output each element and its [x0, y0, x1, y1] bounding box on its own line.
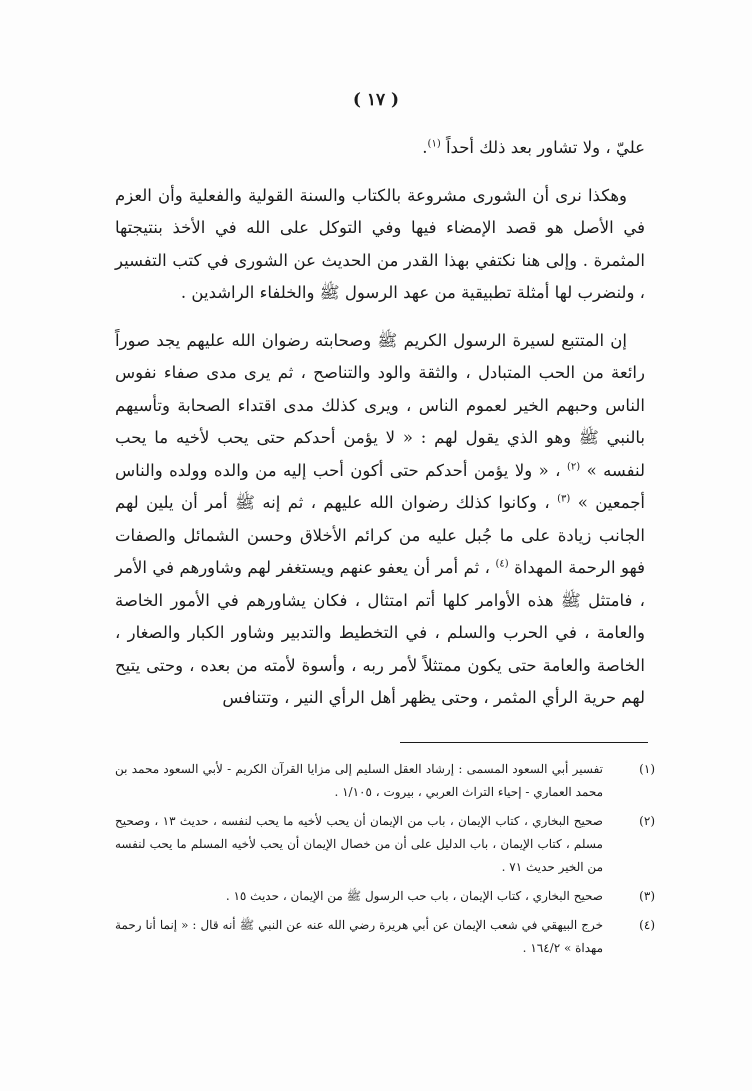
footnote-number: (١): [639, 762, 655, 776]
body-text: [115, 132, 645, 715]
sentence-end: .: [422, 138, 428, 157]
paragraph-text: ، « ولا يؤمن أحدكم حتى أكون أحب إليه من والده وولده والناس أجمعين »: [115, 460, 646, 512]
footnote-ref-1: (١): [427, 138, 441, 150]
footnote-ref-3: (٣): [557, 493, 571, 505]
footnote-ref-4: (٤): [495, 558, 509, 570]
footnote-4: [115, 914, 655, 960]
footnote-2: [115, 810, 655, 879]
footnote-3: [115, 885, 655, 908]
paragraph-1: [115, 132, 645, 165]
footnote-text: تفسير أبي السعود المسمى : إرشاد العقل السليم إلى مزايا القرآن الكريم - لأبي السعود محمد بن محمد العماري - إحياء التراث العربي ، بيروت ، ١/١٠٥ .: [115, 762, 603, 799]
paragraph-text: ، ثم أمر أن يعفو عنهم ويستغفر لهم وشاورهم في الأمر ، فامتثل ﷺ هذه الأوامر كلها أتم امتثال ، فكان يشاورهم في الأمور الخاصة والعامة ، في الحرب والسلم ، في التخطيط والتدبير وشاور الكبار والصغار ، الخاصة والعامة حتى يكون ممتثلاً لأمر ربه ، وأسوة لأمته من بعده ، وحتى يتيح لهم حرية الرأي المثمر ، وحتى يظهر أهل الرأي النير ، وتتنافس: [115, 558, 645, 707]
footnote-number: (٤): [639, 918, 655, 932]
footnote-text: خرج البيهقي في شعب الإيمان عن أبي هريرة رضي الله عنه عن النبي ﷺ أنه قال : « إنما أنا رحمة مهداة » ١٦٤/٢ .: [115, 918, 603, 955]
footnote-1: [115, 758, 655, 804]
paragraph-text: وهكذا نرى أن الشورى مشروعة بالكتاب والسنة القولية والفعلية وأن العزم في الأصل هو قصد الإمضاء فيها وفي التوكل على الله في الأخذ بنتيجتها المثمرة . وإلى هنا نكتفي بهذا القدر من الحديث عن الشورى في كتب التفسير ، ولنضرب لها أمثلة تطبيقية من عهد الرسول ﷺ والخلفاء الراشدين .: [115, 185, 645, 302]
footnote-text: صحيح البخاري ، كتاب الإيمان ، باب من الإيمان أن يحب لأخيه ما يحب لنفسه ، حديث ١٣ ، وصحيح مسلم ، كتاب الإيمان ، باب الدليل على أن من خصال الإيمان أن يحب لأخيه المسلم ما يحب لنفسه من الخير حديث ٧١ .: [115, 814, 603, 874]
footnote-ref-2: (٢): [566, 461, 581, 472]
paragraph-text: ، وكانوا كذلك رضوان الله عليهم ، ثم إنه ﷺ أمر أن يلين لهم الجانب زيادة على ما جُبل عليه من كرائم الأخلاق وحسن الشمائل والصفات فهو الرحمة المهداة: [115, 493, 646, 577]
footnote-number: (٣): [639, 889, 655, 903]
paragraph-3: [115, 325, 645, 715]
paragraph-2: [115, 180, 645, 310]
footnotes: [115, 758, 655, 966]
footnote-text: صحيح البخاري ، كتاب الإيمان ، باب حب الرسول ﷺ من الإيمان ، حديث ١٥ .: [225, 889, 603, 903]
paragraph-text: إن المتتبع لسيرة الرسول الكريم ﷺ وصحابته رضوان الله عليهم يجد صوراً رائعة من الحب المتبادل ، والثقة والود والتناصح ، ثم يرى مدى صفاء نفوس الناس وحبهم الخير لعموم الناس ، ويرى كذلك مدى اقتداء الصحابة وتأسيهم بالنبي ﷺ وهو الذي يقول لهم : « لا يؤمن أحدكم حتى يحب لأخيه ما يحب لنفسه »: [115, 330, 646, 480]
footnote-number: (٢): [639, 814, 655, 828]
footnote-divider: [400, 742, 648, 743]
page-number: ( ١٧ ): [352, 90, 400, 110]
paragraph-text: عليّ ، ولا تشاور بعد ذلك أحداً: [445, 138, 645, 157]
